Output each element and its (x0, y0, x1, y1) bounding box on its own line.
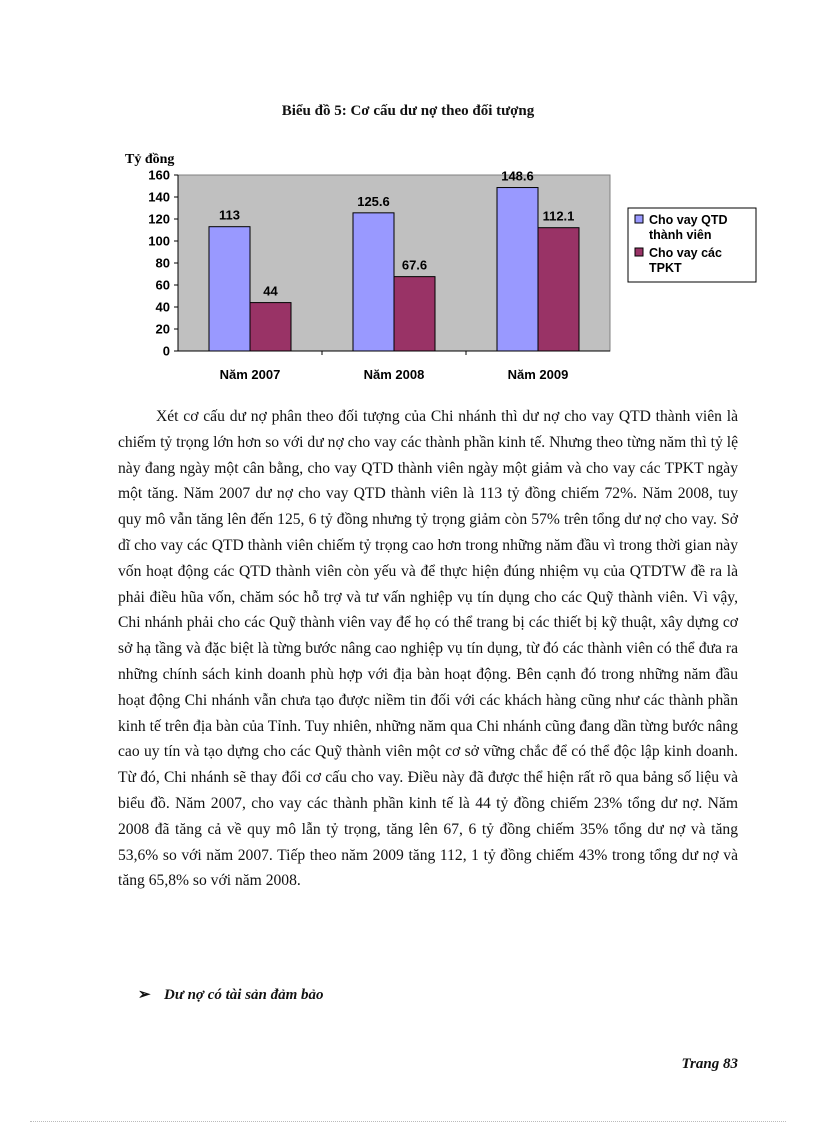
y-axis (148, 168, 178, 359)
y-tick-label: 160 (148, 167, 170, 183)
arrow-bullet-icon: ➢ (138, 987, 151, 1003)
legend (628, 208, 756, 282)
body-paragraph (118, 404, 738, 894)
bar (209, 227, 250, 351)
subheading-text: Dư nợ có tài sản đảm bảo (164, 987, 324, 1003)
y-tick-label: 80 (155, 255, 170, 271)
chart-svg (118, 145, 768, 390)
legend-swatch (635, 215, 643, 223)
body-paragraph-text: Xét cơ cấu dư nợ phân theo đối tượng của Chi nhánh thì dư nợ cho vay QTD thành viên là chiếm tỷ trọng lớn hơn so với dư nợ cho vay các thành phần kinh tế. Nhưng theo từng năm thì tỷ lệ này đang ngày một cân bằng, cho vay QTD thành viên ngày một giảm và cho vay các TPKT ngày một tăng. Năm 2007 dư nợ cho vay QTD thành viên là 113 tỷ đồng chiếm 72%. Năm 2008, tuy quy mô vẫn tăng lên đến 125, 6 tỷ đồng nhưng tỷ trọng giảm còn 57% trên tổng dư nợ cho vay. Sở dĩ cho vay các QTD thành viên chiếm tỷ trọng cao hơn trong những năm đầu vì trong thời gian này vốn hoạt động các QTD thành viên còn yếu và để thực hiện đúng nhiệm vụ của QTDTW đề ra là phải điều hũa vốn, chăm sóc hỗ trợ và tư vấn nghiệp vụ tín dụng cho các Quỹ thành viên. Vì vậy, Chi nhánh phải cho các Quỹ thành viên vay để họ có thể trang bị các thiết bị kỹ thuật, xây dựng cơ sở hạ tầng và đặc biệt là từng bước nâng cao nghiệp vụ tín dụng, từ đó các thành viên có thể đưa ra những chính sách kinh doanh phù hợp với địa bàn hoạt động. Bên cạnh đó trong những năm đầu hoạt động Chi nhánh vẫn chưa tạo được niềm tin đối với các khách hàng cũng như các thành phần kinh tế trên địa bàn của Tỉnh. Tuy nhiên, những năm qua Chi nhánh cũng đang dần từng bước nâng cao uy tín và tạo dựng cho các Quỹ thành viên một cơ sở vững chắc để có thể độc lập kinh doanh. Từ đó, Chi nhánh sẽ thay đổi cơ cấu cho vay. Điều này đã được thể hiện rất rõ qua bảng số liệu và biểu đồ. Năm 2007, cho vay các thành phần kinh tế là 44 tỷ đồng chiếm 23% tổng dư nợ. Năm 2008 đã tăng cả về quy mô lẫn tỷ trọng, tăng lên 67, 6 tỷ đồng chiếm 35% tổng dư nợ và tăng 53,6% so với năm 2007. Tiếp theo năm 2009 tăng 112, 1 tỷ đồng chiếm 43% trong tổng dư nợ và tăng 65,8% so với năm 2008. (118, 408, 738, 890)
bar-value-label: 112.1 (542, 208, 575, 224)
legend-label: TPKT (649, 261, 682, 275)
y-tick-label: 0 (162, 343, 170, 359)
legend-label: Cho vay các (649, 246, 722, 260)
legend-label: thành viên (649, 228, 712, 242)
bar (353, 213, 394, 351)
section-subheading (138, 985, 324, 1004)
bar (394, 277, 435, 351)
chart (118, 145, 768, 390)
legend-label: Cho vay QTD (649, 213, 728, 227)
y-axis-unit-label: Tỷ đồng (125, 152, 175, 167)
x-category-label: Năm 2007 (219, 367, 281, 382)
bar (538, 228, 579, 351)
legend-swatch (635, 248, 643, 256)
y-tick-label: 100 (148, 233, 170, 249)
bar-value-label: 67.6 (401, 257, 428, 273)
bar (497, 188, 538, 351)
chart-title: Biểu đồ 5: Cơ cấu dư nợ theo đối tượng (281, 103, 535, 119)
y-tick-label: 20 (155, 321, 170, 337)
bar-value-label: 148.6 (501, 168, 534, 184)
bar (250, 303, 291, 351)
y-tick-label: 140 (148, 189, 170, 205)
y-tick-label: 60 (155, 277, 170, 293)
x-category-label: Năm 2009 (507, 367, 569, 382)
page-divider (30, 1121, 786, 1122)
x-axis (178, 351, 610, 382)
y-tick-label: 40 (155, 299, 170, 315)
page-number: Trang 83 (681, 1056, 738, 1072)
bar-value-label: 125.6 (357, 193, 390, 209)
bar-value-label: 113 (219, 207, 240, 223)
y-tick-label: 120 (148, 211, 170, 227)
bar-value-label: 44 (263, 283, 278, 299)
x-category-label: Năm 2008 (363, 367, 425, 382)
